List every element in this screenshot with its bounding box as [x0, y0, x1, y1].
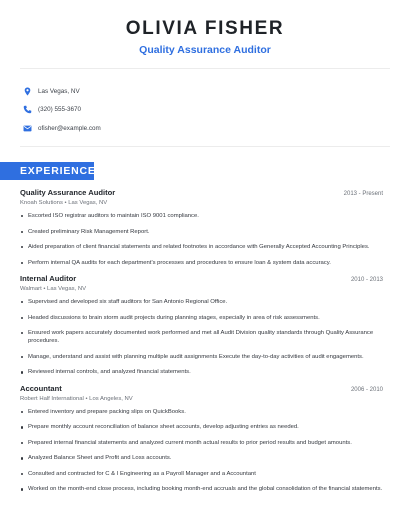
- experience-section-banner: [0, 162, 94, 180]
- header-divider: [20, 68, 390, 69]
- job-bullet: Created preliminary Risk Management Report.: [20, 228, 383, 236]
- contact-location-text: Las Vegas, NV: [38, 87, 80, 95]
- job-bullet: Perform internal QA audits for each department's processes and procedures to ensure loan & system data accuracy.: [20, 259, 383, 267]
- job-bullet: Escorted ISO registrar auditors to maintain ISO 9001 compliance.: [20, 212, 383, 220]
- candidate-role: Quality Assurance Auditor: [139, 44, 271, 56]
- experience-list: [20, 188, 383, 501]
- experience-section-title: EXPERIENCE: [20, 165, 96, 177]
- job-bullets: [20, 298, 383, 376]
- job-bullets: [20, 212, 383, 267]
- contact-phone-text: (320) 555-3670: [38, 106, 82, 113]
- job-title: Internal Auditor: [20, 274, 77, 283]
- job-dates: 2013 - Present: [343, 191, 383, 197]
- job-bullets: [20, 408, 383, 494]
- contact-list: [22, 82, 101, 138]
- job-bullet: Supervised and developed six staff auditors for San Antonio Regional Office.: [20, 298, 383, 306]
- job-title: Quality Assurance Auditor: [20, 188, 116, 197]
- job-company: Knoah Solutions • Las Vegas, NV: [20, 200, 108, 206]
- job-bullet: Ensured work papers accurately documented work performed and met all Audit Division quality standards through Quality Assurance procedures.: [20, 329, 383, 345]
- job-entry: [20, 384, 383, 494]
- job-bullet: Prepare monthly account reconciliation of balance sheet accounts, develop adjusting entries as needed.: [20, 423, 383, 431]
- job-bullet: Analyzed Balance Sheet and Profit and Loss accounts.: [20, 454, 383, 462]
- job-dates: 2006 - 2010: [350, 386, 383, 393]
- job-bullet: Aided preparation of client financial statements and related footnotes in accordance with Generally Accepted Accounting Principles.: [20, 243, 383, 251]
- contact-location: [22, 82, 101, 100]
- candidate-name: OLIVIA FISHER: [125, 18, 285, 39]
- phone-icon: [22, 105, 32, 115]
- contact-phone: [22, 101, 101, 119]
- job-entry: [20, 274, 383, 376]
- job-entry: [20, 188, 383, 267]
- resume-header: [0, 0, 410, 57]
- job-dates: 2010 - 2013: [350, 277, 383, 283]
- job-bullet: Reviewed internal controls, and analyzed financial statements.: [20, 368, 383, 376]
- job-company: Robert Half International • Los Angeles, NV: [20, 395, 133, 402]
- job-bullet: Entered inventory and prepare packing slips on QuickBooks.: [20, 408, 383, 416]
- job-bullet: Consulted and contracted for C & I Engineering as a Payroll Manager and a Accountant: [20, 470, 383, 478]
- contact-email-text: ofisher@example.com: [38, 124, 101, 132]
- job-bullet: Worked on the month-end close process, including booking month-end accruals and the global consolidation of the financial statements.: [20, 485, 383, 493]
- contact-divider: [20, 146, 390, 147]
- location-pin-icon: [22, 86, 32, 96]
- job-company: Walmart • Las Vegas, NV: [20, 286, 87, 292]
- job-title: Accountant: [20, 383, 62, 393]
- contact-email: [22, 119, 101, 137]
- job-bullet: Prepared internal financial statements and analyzed current month actual results to prior period results and budget amounts.: [20, 439, 383, 447]
- job-bullet: Manage, understand and assist with planning multiple audit assignments Execute the day-to-day activities of audit engagements.: [20, 353, 383, 361]
- job-bullet: Headed discussions to brain storm audit projects during planning stages, especially in area of risk assessments.: [20, 314, 383, 322]
- email-icon: [22, 123, 32, 133]
